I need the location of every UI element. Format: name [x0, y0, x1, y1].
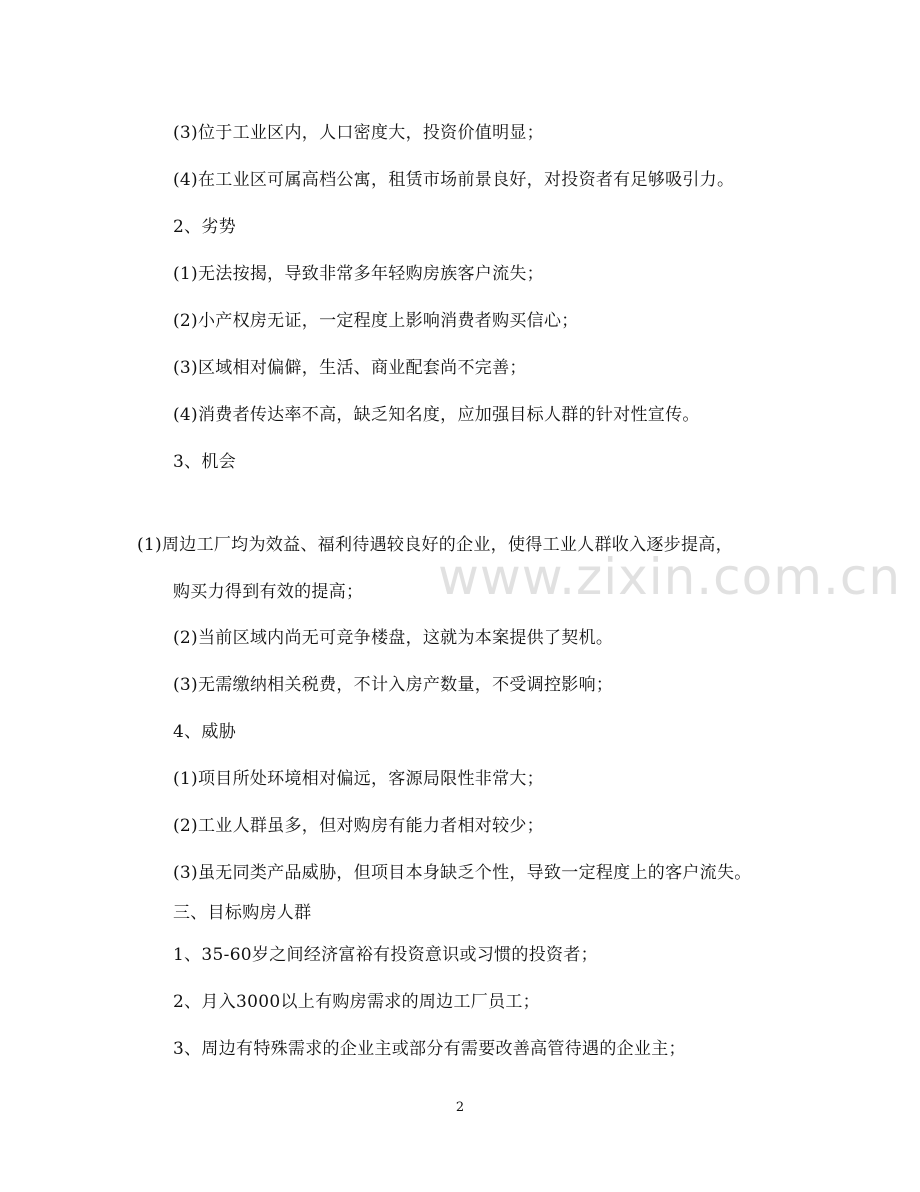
section-heading: 3、机会	[173, 452, 237, 472]
text-line: 2、月入3000以上有购房需求的周边工厂员工；	[173, 992, 540, 1012]
text-line: (3)无需缴纳相关税费，不计入房产数量，不受调控影响；	[173, 675, 614, 695]
text-line: (1)无法按揭，导致非常多年轻购房族客户流失；	[173, 264, 544, 284]
text-line: (1)项目所处环境相对偏远，客源局限性非常大；	[173, 769, 544, 789]
text-line: (2)工业人群虽多，但对购房有能力者相对较少；	[173, 816, 544, 836]
section-heading: 2、劣势	[173, 217, 237, 237]
text-line: (3)位于工业区内，人口密度大，投资价值明显；	[173, 123, 544, 143]
text-line: 1、35-60岁之间经济富裕有投资意识或习惯的投资者；	[173, 945, 598, 965]
text-line: (3)虽无同类产品威胁，但项目本身缺乏个性，导致一定程度上的客户流失。	[173, 863, 752, 883]
text-line: 购买力得到有效的提高；	[173, 582, 364, 602]
text-line: (4)在工业区可属高档公寓，租赁市场前景良好，对投资者有足够吸引力。	[173, 170, 735, 190]
page-number: 2	[455, 1100, 465, 1115]
text-line: (2)当前区域内尚无可竞争楼盘，这就为本案提供了契机。	[173, 628, 614, 648]
text-line: (1)周边工厂均为效益、福利待遇较良好的企业，使得工业人群收入逐步提高，	[137, 535, 733, 555]
text-line: (3)区域相对偏僻，生活、商业配套尚不完善；	[173, 358, 527, 378]
text-line: 3、周边有特殊需求的企业主或部分有需要改善高管待遇的企业主；	[173, 1039, 686, 1059]
section-heading: 三、目标购房人群	[173, 903, 312, 923]
text-line: (4)消费者传达率不高，缺乏知名度，应加强目标人群的针对性宣传。	[173, 405, 700, 425]
text-line: (2)小产权房无证，一定程度上影响消费者购买信心；	[173, 311, 579, 331]
watermark: www.zixin.com.cn	[438, 548, 902, 606]
section-heading: 4、威胁	[173, 722, 237, 742]
